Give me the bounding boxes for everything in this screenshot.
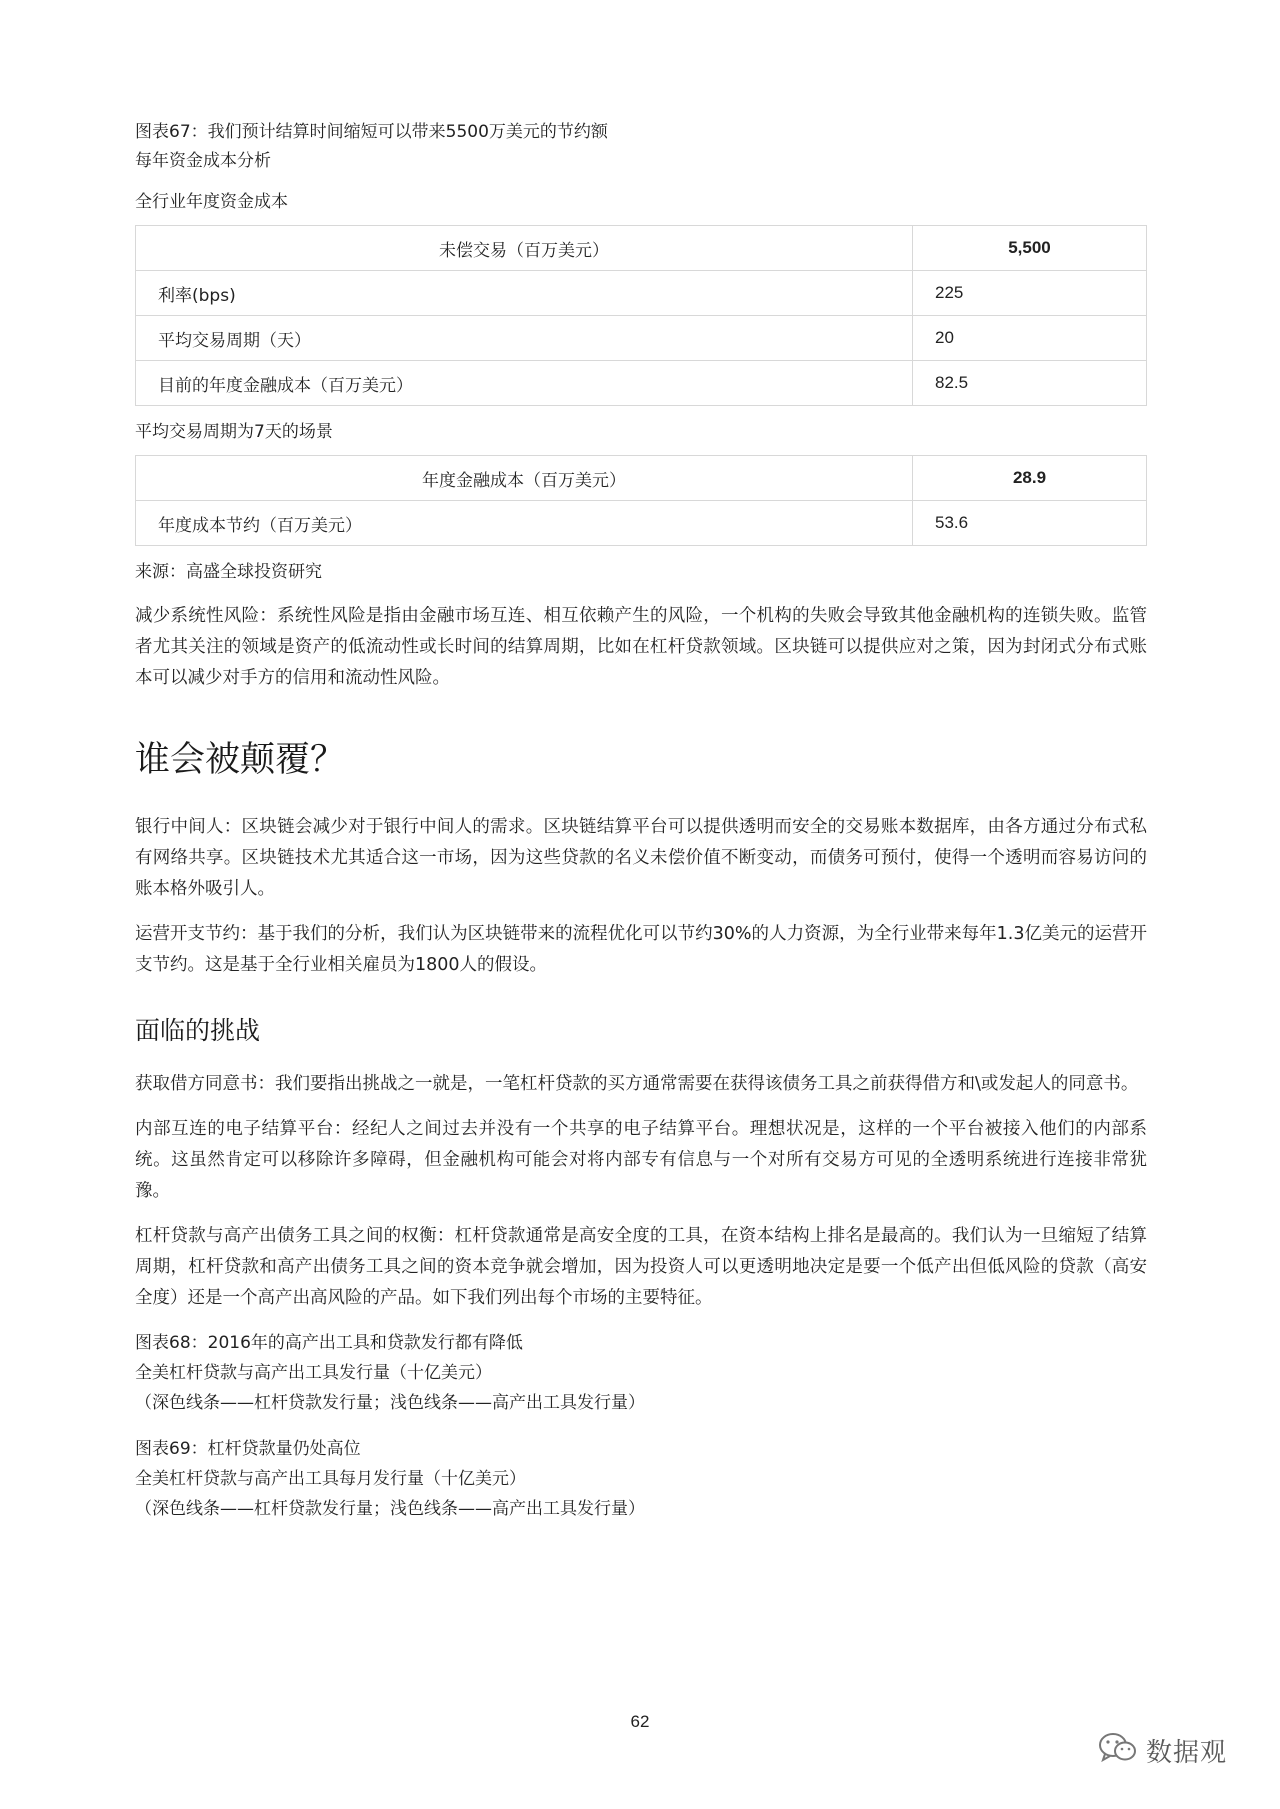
figure-68-title: 图表68：2016年的高产出工具和贷款发行都有降低: [135, 1333, 523, 1353]
paragraph-systemic-risk: 减少系统性风险：系统性风险是指由金融市场互连、相互依赖产生的风险，一个机构的失败会导致其他金融机构的连锁失败。监管者尤其关注的领域是资产的低流动性或长时间的结算周期，比如在杠杆贷款领域。区块链可以提供应对之策，因为封闭式分布式账本可以减少对手方的信用和流动性风险。: [135, 606, 1147, 688]
section-heading-challenges: 面临的挑战: [135, 1016, 261, 1045]
paragraph-opex-savings: 运营开支节约：基于我们的分析，我们认为区块链带来的流程优化可以节约30%的人力资源，为全行业带来每年1.3亿美元的运营开支节约。这是基于全行业相关雇员为1800人的假设。: [135, 924, 1147, 975]
table-row: [136, 361, 1147, 406]
table-row: [136, 456, 1147, 501]
table-cell-value: 82.5: [913, 361, 1147, 406]
table-cell-label: 利率(bps): [136, 271, 913, 316]
table-row: [136, 501, 1147, 546]
figure-67-subtitle: 每年资金成本分析: [135, 151, 271, 171]
table-row: [136, 226, 1147, 271]
paragraph-settlement-platform: 内部互连的电子结算平台：经纪人之间过去并没有一个共享的电子结算平台。理想状况是，这样的一个平台被接入他们的内部系统。这虽然肯定可以移除许多障碍，但金融机构可能会对将内部专有信息与一个对所有交易方可见的全透明系统进行连接非常犹豫。: [135, 1119, 1147, 1201]
figure-69-title: 图表69：杠杆贷款量仍处高位: [135, 1439, 361, 1459]
table-header-label: 未偿交易（百万美元）: [136, 226, 913, 271]
table-row: [136, 271, 1147, 316]
watermark-text: 数据观: [1146, 1737, 1228, 1768]
table-cell-value: 20: [913, 316, 1147, 361]
section-heading-disruption: 谁会被颠覆？: [135, 740, 346, 780]
table-header-value: 5,500: [913, 226, 1147, 271]
figure-68-subtitle: 全美杠杆贷款与高产出工具发行量（十亿美元）: [135, 1363, 492, 1383]
figure-68-note: （深色线条——杠杆贷款发行量；浅色线条——高产出工具发行量）: [135, 1393, 645, 1413]
figure-67-title: 图表67：我们预计结算时间缩短可以带来5500万美元的节约额: [135, 122, 608, 142]
table-cell-label: 年度成本节约（百万美元）: [136, 501, 913, 546]
table-header-value: 28.9: [913, 456, 1147, 501]
figure-69-note: （深色线条——杠杆贷款发行量；浅色线条——高产出工具发行量）: [135, 1499, 645, 1519]
table-row: [136, 316, 1147, 361]
table-cell-label: 目前的年度金融成本（百万美元）: [136, 361, 913, 406]
paragraph-borrower-consent: 获取借方同意书：我们要指出挑战之一就是，一笔杠杆贷款的买方通常需要在获得该债务工具之前获得借方和\或发起人的同意书。: [135, 1074, 1139, 1094]
funding-cost-table: [135, 225, 1147, 406]
scenario-table: [135, 455, 1147, 546]
watermark: [1098, 1730, 1227, 1770]
table-cell-value: 225: [913, 271, 1147, 316]
table-header-label: 年度金融成本（百万美元）: [136, 456, 913, 501]
source-note: 来源：高盛全球投资研究: [135, 562, 322, 582]
paragraph-tradeoff: 杠杆贷款与高产出债务工具之间的权衡：杠杆贷款通常是高安全度的工具，在资本结构上排名是最高的。我们认为一旦缩短了结算周期，杠杆贷款和高产出债务工具之间的资本竞争就会增加，因为投资人可以更透明地决定是要一个低产出但低风险的贷款（高安全度）还是一个高产出高风险的产品。如下我们列出每个市场的主要特征。: [135, 1226, 1147, 1308]
table-cell-value: 53.6: [913, 501, 1147, 546]
figure-69-caption: [135, 1434, 1147, 1524]
figure-68-caption: [135, 1328, 1147, 1418]
table1-label: 全行业年度资金成本: [135, 192, 288, 212]
wechat-icon: [1098, 1731, 1138, 1769]
figure-69-subtitle: 全美杠杆贷款与高产出工具每月发行量（十亿美元）: [135, 1469, 526, 1489]
table2-label: 平均交易周期为7天的场景: [135, 422, 333, 442]
paragraph-bank-intermediary: 银行中间人：区块链会减少对于银行中间人的需求。区块链结算平台可以提供透明而安全的交易账本数据库，由各方通过分布式私有网络共享。区块链技术尤其适合这一市场，因为这些贷款的名义未偿价值不断变动，而债务可预付，使得一个透明而容易访问的账本格外吸引人。: [135, 817, 1147, 899]
page-content: [135, 118, 1147, 1540]
page-number: 62: [630, 1712, 650, 1731]
table-cell-label: 平均交易周期（天）: [136, 316, 913, 361]
